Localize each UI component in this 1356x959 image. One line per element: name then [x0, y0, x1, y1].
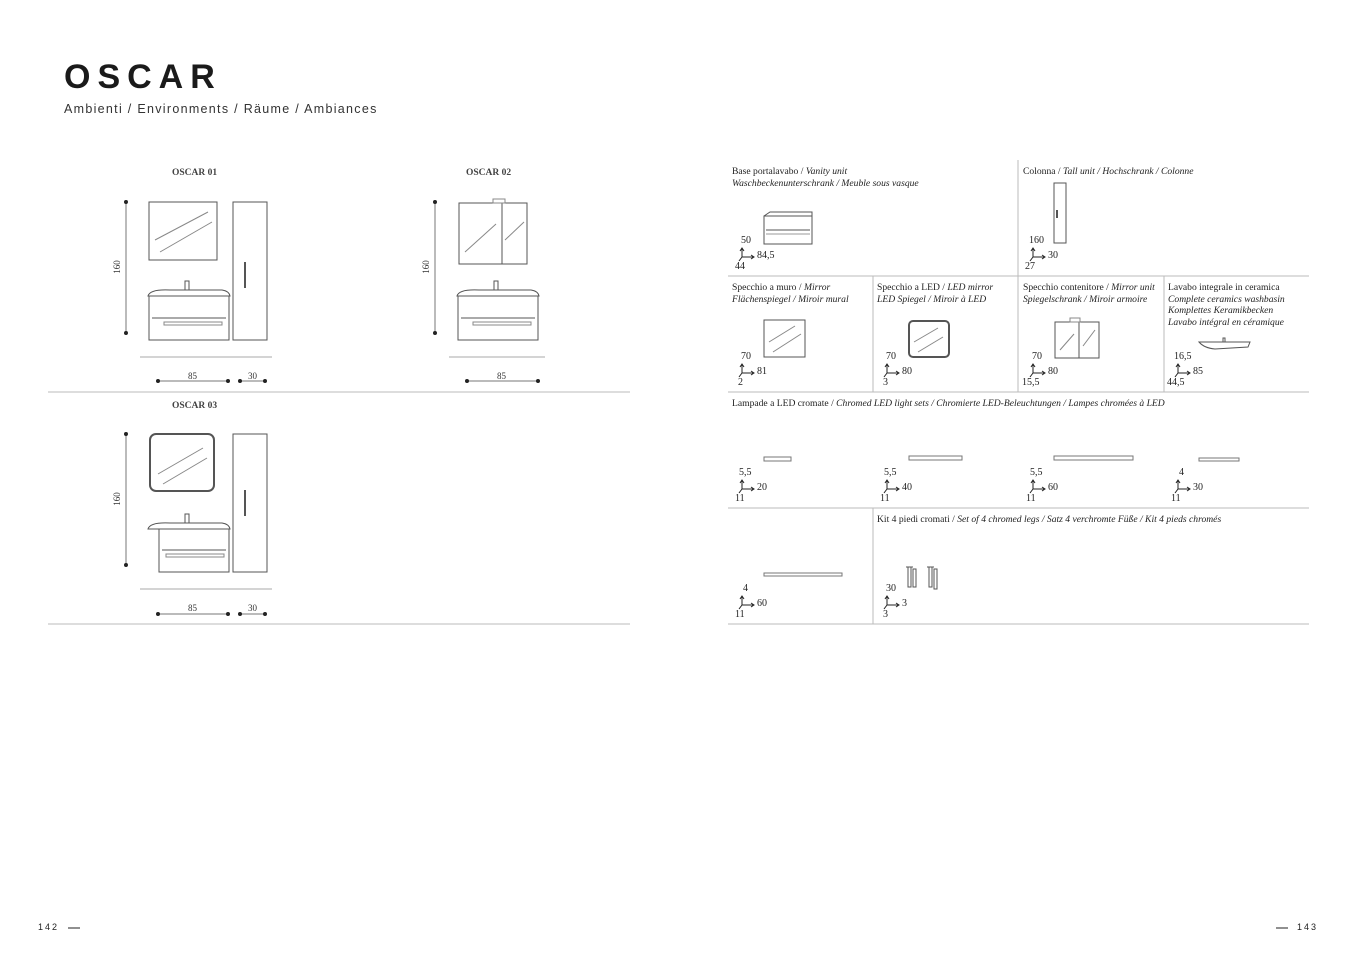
product-name: Lavabo integrale in ceramica [1168, 282, 1280, 293]
product-led-mirror-heading: Specchio a LED / LED mirror LED Spiegel / Miroir à LED [877, 282, 994, 305]
vanity-unit-drawing [764, 212, 812, 244]
mirror-drawing [764, 320, 805, 357]
height-dimension: 160 [420, 260, 431, 274]
dim-depth: 11 [1026, 493, 1036, 504]
dim-depth: 11 [880, 493, 890, 504]
legs-drawing [906, 567, 937, 589]
product-translation: Chromed LED light sets / Chromierte LED-Beleuchtungen / Lampes chromées à LED [836, 398, 1165, 409]
dim-height: 50 [741, 235, 751, 246]
product-name: Specchio contenitore [1023, 282, 1104, 293]
width-dimension: 85 [188, 371, 197, 381]
dim-depth: 44 [735, 261, 745, 272]
width-dimension: 30 [248, 603, 257, 613]
dim-height: 70 [886, 351, 896, 362]
product-name: Lampade a LED cromate [732, 398, 829, 409]
mirror-cabinet-drawing [1055, 318, 1099, 358]
page-subtitle: Ambienti / Environments / Räume / Ambiances [64, 102, 378, 116]
dim-height: 4 [1179, 467, 1184, 478]
dim-width: 40 [902, 482, 912, 493]
product-translation: Vanity unit [805, 166, 848, 177]
product-translation: Tall unit / Hochschrank / Colonne [1062, 166, 1194, 177]
dim-depth: 11 [735, 609, 745, 620]
dim-depth: 2 [738, 377, 743, 388]
page-title: OSCAR [64, 58, 222, 96]
dim-width: 85 [1193, 366, 1203, 377]
dim-depth: 11 [735, 493, 745, 504]
width-dimension: 85 [497, 371, 506, 381]
product-translation: Mirror unit [1111, 282, 1155, 293]
product-lamps-heading: Lampade a LED cromate / Chromed LED light sets / Chromierte LED-Beleuchtungen / Lampes chromées à LED [732, 398, 1165, 409]
height-dimension: 160 [111, 260, 122, 274]
product-name: Base portalavabo [732, 166, 799, 177]
dim-width: 60 [757, 598, 767, 609]
product-tall-heading: Colonna / Tall unit / Hochschrank / Colonne [1023, 166, 1194, 177]
dim-width: 81 [757, 366, 767, 377]
product-translation: Complete ceramics washbasin [1168, 293, 1285, 305]
composition-label-oscar-03: OSCAR 03 [172, 401, 218, 411]
product-name: Kit 4 piedi cromati [877, 514, 950, 525]
dim-height: 16,5 [1174, 351, 1192, 362]
page-number-left: 142 [38, 922, 60, 932]
product-translation: LED Spiegel / Miroir à LED [877, 293, 987, 305]
dim-width: 60 [1048, 482, 1058, 493]
led-mirror-drawing [909, 321, 949, 357]
page-number-right: 143 [1297, 922, 1319, 932]
tall-unit-drawing [1054, 183, 1066, 243]
composition-drawing-oscar-01 [124, 200, 272, 383]
dim-height: 5,5 [739, 467, 752, 478]
dim-depth: 3 [883, 377, 888, 388]
product-grid-lines [728, 160, 1309, 624]
width-dimension: 85 [188, 603, 197, 613]
composition-label-oscar-01: OSCAR 01 [172, 168, 218, 178]
product-legs-heading: Kit 4 piedi cromati / Set of 4 chromed legs / Satz 4 verchromte Füße / Kit 4 pieds chromés [877, 514, 1222, 525]
product-translation: Komplettes Keramikbecken [1168, 305, 1274, 316]
dim-height: 70 [1032, 351, 1042, 362]
dim-depth: 11 [1171, 493, 1181, 504]
composition-label-oscar-02: OSCAR 02 [466, 168, 512, 178]
dim-width: 84,5 [757, 250, 775, 261]
dim-depth: 3 [883, 609, 888, 620]
dim-depth: 27 [1025, 261, 1035, 272]
product-mirror-heading: Specchio a muro / Mirror Flächenspiegel / Miroir mural [732, 282, 849, 305]
width-dimension: 30 [248, 371, 257, 381]
composition-drawing-oscar-03 [124, 432, 272, 616]
dim-height: 160 [1029, 235, 1044, 246]
dim-width: 20 [757, 482, 767, 493]
dim-depth: 44,5 [1167, 377, 1185, 388]
product-translation: LED mirror [947, 282, 994, 293]
dim-width: 80 [1048, 366, 1058, 377]
product-washbasin-heading [1168, 282, 1285, 328]
dim-width: 3 [902, 598, 907, 609]
product-translation: Spiegelschrank / Miroir armoire [1023, 293, 1148, 305]
product-translation: Lavabo intégral en céramique [1168, 316, 1284, 328]
composition-drawing-oscar-02 [433, 199, 545, 383]
dim-height: 5,5 [1030, 467, 1043, 478]
product-translation: Set of 4 chromed legs / Satz 4 verchromte Füße / Kit 4 pieds chromés [957, 514, 1222, 525]
dim-width: 30 [1048, 250, 1058, 261]
height-dimension: 160 [111, 492, 122, 506]
product-translation: Mirror [803, 282, 831, 293]
washbasin-drawing [1199, 338, 1250, 349]
dim-depth: 15,5 [1022, 377, 1040, 388]
product-name: Specchio a LED [877, 282, 940, 293]
dim-height: 5,5 [884, 467, 897, 478]
product-name: Colonna [1023, 166, 1056, 177]
dim-height: 4 [743, 583, 748, 594]
product-translation: Waschbeckenunterschrank / Meuble sous vasque [732, 177, 919, 189]
product-translation: Flächenspiegel / Miroir mural [732, 293, 849, 305]
product-mirror-cabinet-heading: Specchio contenitore / Mirror unit Spiegelschrank / Miroir armoire [1023, 282, 1155, 305]
dim-width: 80 [902, 366, 912, 377]
dim-height: 70 [741, 351, 751, 362]
dim-width: 30 [1193, 482, 1203, 493]
product-vanity-heading: Base portalavabo / Vanity unit Waschbeckenunterschrank / Meuble sous vasque [732, 166, 919, 189]
product-name: Specchio a muro [732, 282, 797, 293]
dim-height: 30 [886, 583, 896, 594]
